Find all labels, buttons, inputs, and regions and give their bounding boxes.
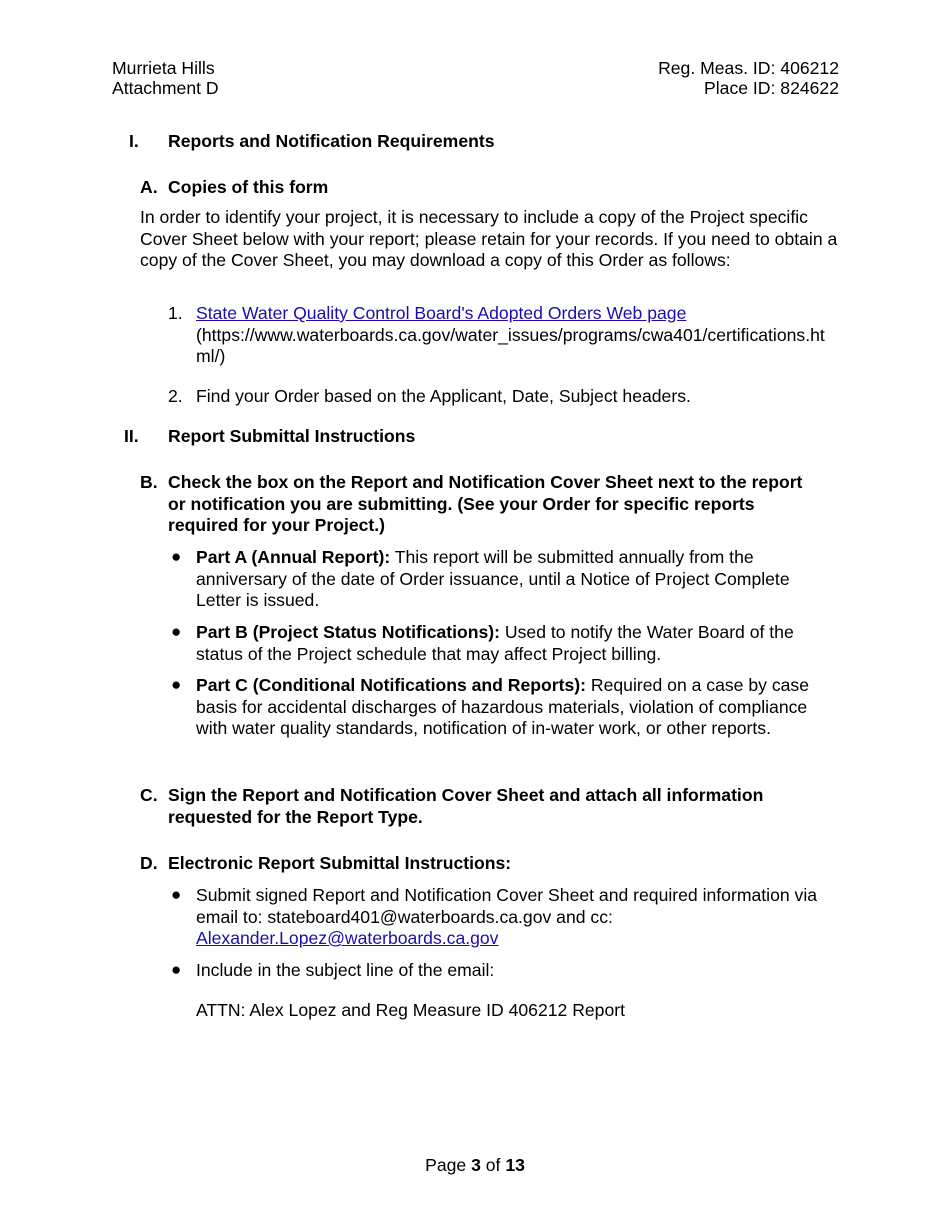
step-1-number: 1. [168, 303, 183, 323]
adopted-orders-link[interactable]: State Water Quality Control Board's Adopted Orders Web page [196, 303, 687, 323]
subsection-a-title: Copies of this form [168, 177, 329, 197]
subsection-b-letter: B. [140, 472, 158, 492]
subject-line-instruction: Include in the subject line of the email: [196, 960, 495, 980]
subsection-d-letter: D. [140, 853, 158, 873]
subsection-c-title: Sign the Report and Notification Cover Sheet and attach all information requested for the Report Type. [168, 785, 764, 827]
part-c-label: Part C (Conditional Notifications and Reports): [196, 675, 586, 695]
bullet-icon: ● [171, 622, 182, 641]
part-c-item [196, 675, 841, 740]
subsection-b-title: Check the box on the Report and Notification Cover Sheet next to the report or notification you are submitting. (See your Order for specific reports required for your Project.) [168, 472, 803, 535]
email-instructions-text: Submit signed Report and Notification Cover Sheet and required information via email to: stateboard401@waterboards.ca.gov and cc: [196, 885, 818, 927]
bullet-icon: ● [171, 960, 182, 979]
subsection-d-title: Electronic Report Submittal Instructions: [168, 853, 512, 873]
bullet-icon: ● [171, 885, 182, 904]
section-1-title: Reports and Notification Requirements [168, 131, 495, 151]
section-2-numeral: II. [124, 426, 139, 446]
section-1-numeral: I. [129, 131, 139, 151]
bullet-icon: ● [171, 547, 182, 566]
subject-line-example: ATTN: Alex Lopez and Reg Measure ID 406212 Report [196, 1000, 626, 1020]
email-instructions [196, 885, 836, 950]
place-id: Place ID: 824622 [704, 78, 839, 98]
subsection-a-letter: A. [140, 177, 158, 197]
header-left [112, 58, 219, 98]
page-current: 3 [471, 1155, 481, 1175]
part-a-text: This report will be submitted annually from the anniversary of the date of Order issuance, until a Notice of Project Complete Letter is issued. [196, 547, 790, 610]
part-b-label: Part B (Project Status Notifications): [196, 622, 501, 642]
page-number [0, 1155, 950, 1176]
header-right [658, 58, 839, 98]
step-1 [196, 303, 836, 368]
part-c-text: Required on a case by case basis for accidental discharges of hazardous materials, violation of compliance with water quality standards, notification of in-water work, or other reports. [196, 675, 809, 738]
page-prefix: Page [425, 1155, 467, 1175]
bullet-icon: ● [171, 675, 182, 694]
part-a-label: Part A (Annual Report): [196, 547, 391, 567]
project-name: Murrieta Hills [112, 58, 215, 78]
part-a-item [196, 547, 836, 612]
adopted-orders-url: (https://www.waterboards.ca.gov/water_issues/programs/cwa401/certifications.html/) [196, 324, 825, 366]
step-2-number: 2. [168, 386, 183, 406]
step-2-text: Find your Order based on the Applicant, Date, Subject headers. [196, 386, 691, 406]
reg-meas-id: Reg. Meas. ID: 406212 [658, 58, 839, 78]
page-of: of [485, 1155, 501, 1175]
part-b-item [196, 622, 836, 665]
part-b-text: Used to notify the Water Board of the status of the Project schedule that may affect Project billing. [196, 622, 794, 664]
page-total: 13 [505, 1155, 525, 1175]
subsection-a-body: In order to identify your project, it is necessary to include a copy of the Project specific Cover Sheet below with your report; please retain for your records. If you need to obtain a copy of the Cover Sheet, you may download a copy of this Order as follows: [140, 207, 838, 270]
attachment-label: Attachment D [112, 78, 219, 98]
subsection-c-letter: C. [140, 785, 158, 805]
section-2-title: Report Submittal Instructions [168, 426, 416, 446]
alexander-lopez-email-link[interactable]: Alexander.Lopez@waterboards.ca.gov [196, 928, 499, 948]
